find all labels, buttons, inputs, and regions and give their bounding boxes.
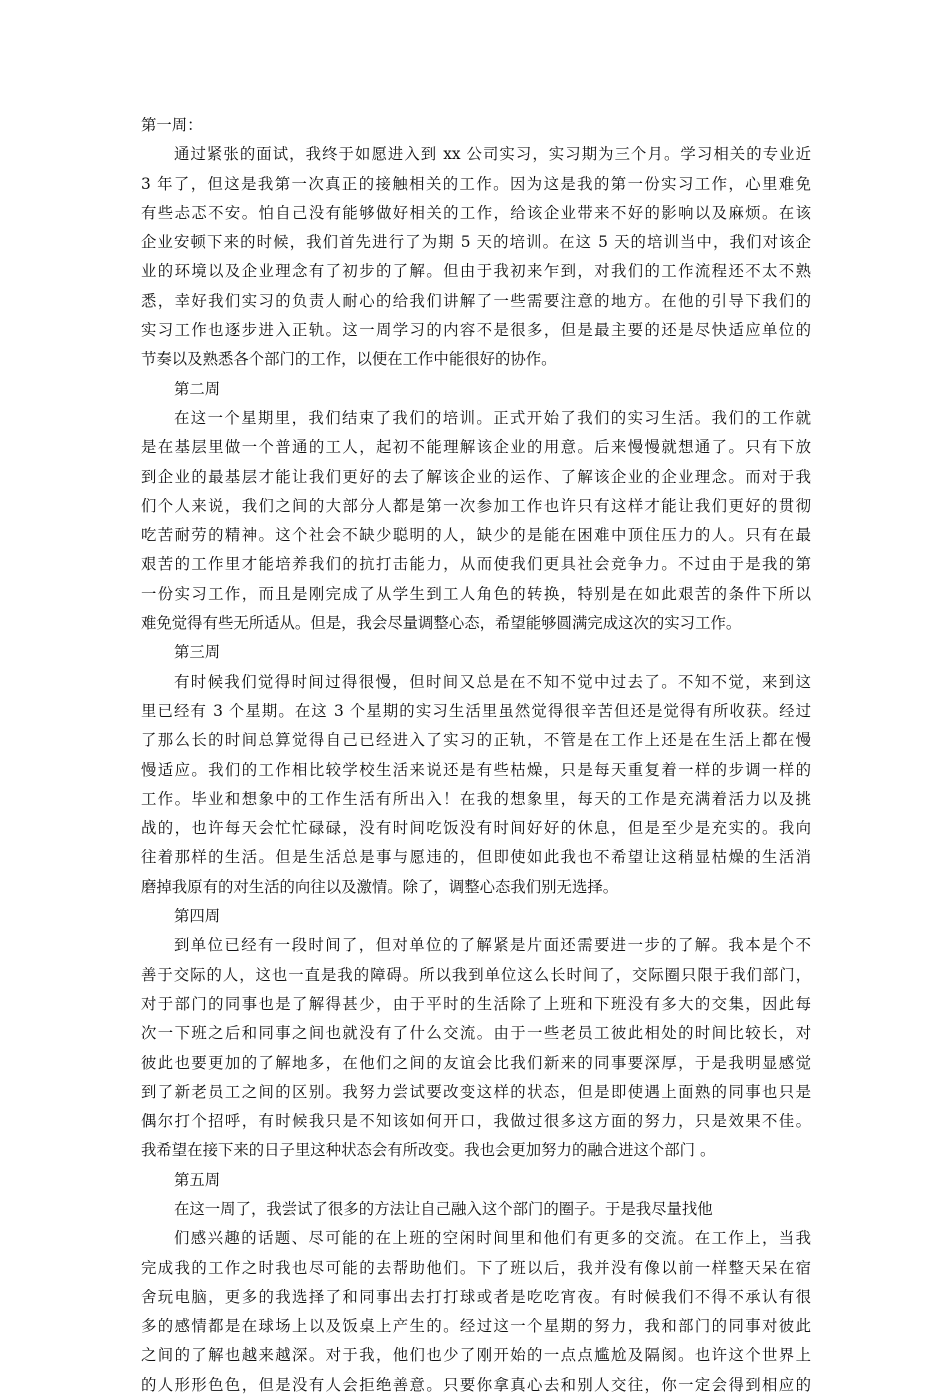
paragraph-week-4 [141, 931, 811, 1165]
text-line: 了那么长的时间总算觉得自己已经进入了实习的正轨，不管是在工作上还是在生活上都在慢 [141, 731, 811, 750]
text-line: 悉，幸好我们实习的负责人耐心的给我们讲解了一些需要注意的地方。在他的引导下我们的 [141, 291, 811, 310]
section-heading-week-2: 第二周 [174, 379, 221, 398]
text-line: 到了新老员工之间的区别。我努力尝试要改变这样的状态，但是即使遇上面熟的同事也只是 [141, 1082, 811, 1101]
text-line: 是在基层里做一个普通的工人，起初不能理解该企业的用意。后来慢慢就想通了。只有下放 [141, 438, 811, 457]
text-line: 偶尔打个招呼，有时候我只是不知该如何开口，我做过很多这方面的努力，只是效果不佳。 [141, 1112, 811, 1131]
text-line: 次一下班之后和同事之间也就没有了什么交流。由于一些老员工彼此相处的时间比较长，对 [141, 1024, 811, 1043]
paragraph-week-3 [141, 668, 811, 902]
paragraph-week-2 [141, 404, 811, 638]
text-line: 慢适应。我们的工作相比较学校生活来说还是有些枯燥，只是每天重复着一样的步调一样的 [141, 760, 811, 779]
section-heading-week-5: 第五周 [174, 1170, 221, 1189]
text-line: 在这一个星期里，我们结束了我们的培训。正式开始了我们的实习生活。我们的工作就 [174, 408, 811, 427]
text-line: 们个人来说，我们之间的大部分人都是第一次参加工作也许只有这样才能让我们更好的贯彻 [141, 496, 811, 515]
text-line: 企业安顿下来的时候，我们首先进行了为期 5 天的培训。在这 5 天的培训当中，我们对该企 [141, 233, 811, 252]
text-line: 艰苦的工作里才能培养我们的抗打击能力，从而使我们更具社会竞争力。不过由于是我的第 [141, 555, 811, 574]
text-line: 节奏以及熟悉各个部门的工作，以便在工作中能很好的协作。 [141, 350, 557, 369]
text-line: 我希望在接下来的日子里这种状态会有所改变。我也会更加努力的融合进这个部门 。 [141, 1141, 716, 1160]
section-heading-week-4: 第四周 [174, 907, 221, 926]
text-line: 业的环境以及企业理念有了初步的了解。但由于我初来乍到，对我们的工作流程还不太不熟 [141, 262, 811, 281]
text-line: 到企业的最基层才能让我们更好的去了解该企业的运作、了解该企业的企业理念。而对于我 [141, 467, 811, 486]
text-line: 彼此也要更加的了解地多，在他们之间的友谊会比我们新来的同事要深厚，于是我明显感觉 [141, 1053, 811, 1072]
text-line: 到单位已经有一段时间了，但对单位的了解紧是片面还需要进一步的了解。我本是个不 [174, 936, 811, 955]
text-line: 实习工作也逐步进入正轨。这一周学习的内容不是很多，但是最主要的还是尽快适应单位的 [141, 321, 811, 340]
text-line: 之间的了解也越来越深。对于我，他们也少了刚开始的一点点尴尬及隔阂。也许这个世界上 [141, 1346, 811, 1365]
text-line: 的人形形色色，但是没有人会拒绝善意。只要你拿真心去和别人交往，你一定会得到相应的 [141, 1375, 811, 1394]
text-line: 3 年了，但这是我第一次真正的接触相关的工作。因为这是我的第一份实习工作，心里难免 [141, 174, 811, 193]
paragraph-week-1 [141, 140, 811, 374]
text-line: 多的感情都是在球场上以及饭桌上产生的。经过这一个星期的努力，我和部门的同事对彼此 [141, 1317, 811, 1336]
text-line: 有时候我们觉得时间过得很慢，但时间又总是在不知不觉中过去了。不知不觉，来到这 [174, 672, 811, 691]
text-line: 工作。毕业和想象中的工作生活有所出入！在我的想象里，每天的工作是充满着活力以及挑 [141, 789, 811, 808]
document-body [141, 111, 811, 1400]
text-line: 舍玩电脑，更多的我选择了和同事出去打打球或者是吃吃宵夜。有时候我们不得不承认有很 [141, 1287, 811, 1306]
paragraph-week-5-body [141, 1224, 811, 1400]
text-line: 一份实习工作，而且是刚完成了从学生到工人角色的转换，特别是在如此艰苦的条件下所以 [141, 584, 811, 603]
section-heading-week-3: 第三周 [174, 643, 221, 662]
text-line: 里已经有 3 个星期。在这 3 个星期的实习生活里虽然觉得很辛苦但还是觉得有所收获。经过 [141, 701, 811, 720]
text-line: 吃苦耐劳的精神。这个社会不缺少聪明的人，缺少的是能在困难中顶住压力的人。只有在最 [141, 526, 811, 545]
text-line: 们感兴趣的话题、尽可能的在上班的空闲时间里和他们有更多的交流。在工作上，当我 [174, 1229, 811, 1248]
text-line: 通过紧张的面试，我终于如愿进入到 xx 公司实习，实习期为三个月。学习相关的专业近 [174, 145, 811, 164]
text-line: 难免觉得有些无所适从。但是，我会尽量调整心态，希望能够圆满完成这次的实习工作。 [141, 614, 742, 633]
text-line: 在这一周了，我尝试了很多的方法让自己融入这个部门的圈子。于是我尽量找他 [174, 1199, 713, 1218]
text-line: 完成我的工作之时我也尽可能的去帮助他们。下了班以后，我并没有像以前一样整天呆在宿 [141, 1258, 811, 1277]
section-heading-week-1: 第一周： [141, 116, 203, 134]
text-line: 有些忐忑不安。怕自己没有能够做好相关的工作，给该企业带来不好的影响以及麻烦。在该 [141, 203, 811, 222]
text-line: 往着那样的生活。但是生活总是事与愿违的，但即使如此我也不希望让这稍显枯燥的生活消 [141, 848, 811, 867]
text-line: 战的，也许每天会忙忙碌碌，没有时间吃饭没有时间好好的休息，但是至少是充实的。我向 [141, 819, 811, 838]
text-line: 磨掉我原有的对生活的向往以及激情。除了，调整心态我们别无选择。 [141, 877, 619, 896]
text-line: 善于交际的人，这也一直是我的障碍。所以我到单位这么长时间了，交际圈只限于我们部门， [141, 965, 811, 984]
paragraph-week-5-intro [141, 1195, 811, 1224]
text-line: 对于部门的同事也是了解得甚少，由于平时的生活除了上班和下班没有多大的交集，因此每 [141, 994, 811, 1013]
